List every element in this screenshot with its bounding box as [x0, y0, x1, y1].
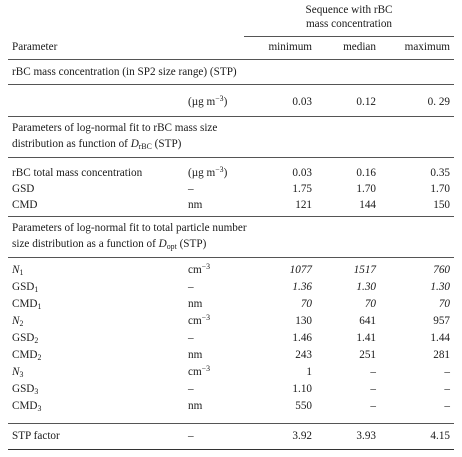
- stp-factor-min: 3.92: [292, 430, 312, 442]
- section3-row-max: –: [444, 366, 450, 378]
- section2-row-unit: nm: [188, 199, 203, 211]
- section2-row-param: rBC total mass concentration: [12, 167, 143, 179]
- footer-divider: [8, 423, 454, 424]
- section3-row-min: 1: [306, 366, 312, 378]
- section2-row-max: 0.35: [430, 167, 450, 179]
- section3-row-param: $GSD_2$: [12, 332, 39, 345]
- section2-row-unit: –: [188, 183, 194, 195]
- section2-title-line2: distribution as function of $D_{rBC}$ (STP): [12, 138, 182, 151]
- section3-row-max: 1.30: [430, 281, 450, 293]
- section2-row-min: 0.03: [292, 167, 312, 179]
- section3-row-min: 70: [300, 298, 312, 310]
- section3-row-param: $GSD_3$: [12, 383, 39, 396]
- section1-end-divider: [8, 116, 454, 117]
- section1-divider: [8, 84, 454, 85]
- section2-row-median: 1.70: [356, 183, 376, 195]
- section3-row-max: –: [444, 400, 450, 412]
- section2-row-param: CMD: [12, 199, 38, 211]
- section2-divider: [8, 157, 454, 158]
- section3-row-median: –: [370, 400, 376, 412]
- section3-row-param: $CMD_3$: [12, 400, 42, 413]
- section3-row-unit: –: [188, 281, 194, 293]
- section2-row-median: 0.16: [356, 167, 376, 179]
- section3-row-unit: nm: [188, 400, 203, 412]
- section3-row-min: 243: [295, 349, 312, 361]
- section3-row-median: –: [370, 366, 376, 378]
- group-header-rule: [244, 36, 454, 37]
- section3-divider: [8, 257, 454, 258]
- col-header-maximum: maximum: [404, 41, 450, 53]
- section3-row-min: 550: [295, 400, 312, 412]
- section2-row-param: GSD: [12, 183, 35, 195]
- section3-row-param: $CMD_2$: [12, 349, 42, 362]
- section3-row-median: 1.30: [356, 281, 376, 293]
- section1-title: rBC mass concentration (in SP2 size range) (STP): [12, 66, 237, 78]
- section3-row-max: 760: [433, 264, 450, 276]
- section3-row-median: 1517: [353, 264, 376, 276]
- section3-row-param: $GSD_1$: [12, 281, 39, 294]
- col-header-parameter: Parameter: [12, 41, 58, 53]
- section2-end-divider: [8, 216, 454, 217]
- section3-row-max: 70: [438, 298, 450, 310]
- section3-row-median: 641: [359, 315, 376, 327]
- section3-row-unit: $cm^{-3}$: [188, 364, 211, 378]
- section3-row-param: $N_2$: [12, 315, 24, 328]
- group-header-line1: Sequence with rBC: [305, 4, 393, 16]
- col-header-minimum: minimum: [268, 41, 312, 53]
- section3-row-min: 130: [295, 315, 312, 327]
- section3-row-median: 251: [359, 349, 376, 361]
- section3-row-unit: nm: [188, 298, 203, 310]
- section1-unit: (µg $m^{-3}$): [188, 94, 228, 108]
- section1-median: 0.12: [356, 96, 376, 108]
- section3-title-line1: Parameters of log-normal fit to total particle number: [12, 222, 247, 234]
- section3-row-max: –: [444, 383, 450, 395]
- section3-row-median: –: [370, 383, 376, 395]
- section2-row-min: 121: [295, 199, 312, 211]
- section3-row-max: 957: [433, 315, 450, 327]
- stp-factor-label: STP factor: [12, 430, 60, 442]
- section2-row-median: 144: [359, 199, 376, 211]
- section1-max: 0. 29: [427, 96, 450, 108]
- section3-row-max: 281: [433, 349, 450, 361]
- section2-row-max: 1.70: [430, 183, 450, 195]
- section3-row-unit: –: [188, 383, 194, 395]
- section3-row-unit: $cm^{-3}$: [188, 313, 211, 327]
- section3-row-param: $N_1$: [12, 264, 24, 277]
- section3-row-param: $CMD_1$: [12, 298, 42, 311]
- section3-row-max: 1.44: [430, 332, 450, 344]
- stp-factor-max: 4.15: [430, 430, 450, 442]
- section3-row-median: 70: [364, 298, 376, 310]
- stp-factor-unit: –: [188, 430, 194, 442]
- section2-row-min: 1.75: [292, 183, 312, 195]
- section3-title-line2: size distribution as a function of $D_{opt}$ (STP): [12, 238, 207, 251]
- section3-row-unit: nm: [188, 349, 203, 361]
- section3-row-param: $N_3$: [12, 366, 24, 379]
- section3-row-min: 1077: [289, 264, 312, 276]
- section3-row-unit: –: [188, 332, 194, 344]
- bottom-rule: [8, 449, 454, 450]
- section3-row-unit: $cm^{-3}$: [188, 262, 211, 276]
- section3-row-median: 1.41: [356, 332, 376, 344]
- section2-row-unit: (µg $m^{-3}$): [188, 165, 228, 179]
- col-header-median: median: [343, 41, 376, 53]
- section3-row-min: 1.46: [292, 332, 312, 344]
- section1-min: 0.03: [292, 96, 312, 108]
- section3-row-min: 1.36: [292, 281, 312, 293]
- section2-row-max: 150: [433, 199, 450, 211]
- section3-row-min: 1.10: [292, 383, 312, 395]
- section2-title-line1: Parameters of log-normal fit to rBC mass size: [12, 122, 218, 134]
- stp-factor-median: 3.93: [356, 430, 376, 442]
- group-header-line2: mass concentration: [305, 18, 393, 30]
- header-divider: [8, 59, 454, 60]
